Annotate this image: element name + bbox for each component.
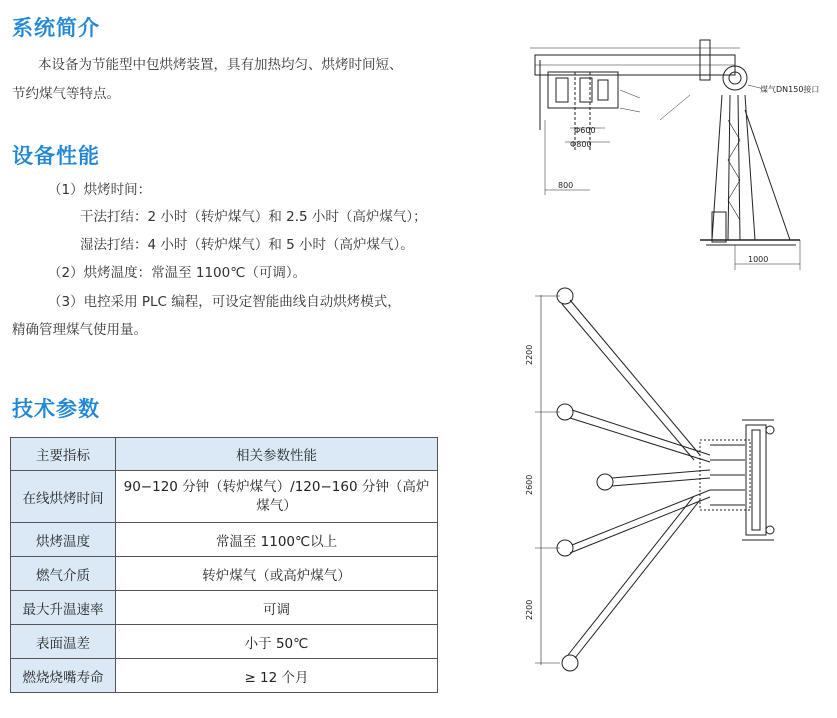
table-header-cell: 主要指标 [11, 438, 116, 471]
table-header-cell: 相关参数性能 [116, 438, 438, 471]
dim-2200-lower: 2200 [525, 599, 534, 620]
perf-item-1: （1）烘烤时间： [48, 182, 152, 198]
spec-value: ≥ 12 个月 [116, 659, 438, 693]
spec-value: 转炉煤气（或高炉煤气） [116, 557, 438, 591]
dim-d800: Φ800 [570, 140, 592, 149]
intro-line-2: 节约煤气等特点。 [12, 86, 120, 102]
spec-key: 燃烧烧嘴寿命 [11, 659, 116, 693]
dim-2200-upper: 2200 [525, 344, 534, 365]
section-title-specs: 技术参数 [12, 397, 100, 421]
perf-item-2: （2）烘烤温度：常温至 1100℃（可调）。 [48, 265, 307, 281]
section-title-intro: 系统简介 [12, 16, 100, 40]
pipe-label: 煤气DN150接口 [760, 85, 820, 94]
perf-item-1a: 干法打结：2 小时（转炉煤气）和 2.5 小时（高炉煤气）； [80, 209, 427, 225]
dim-2600: 2600 [525, 474, 534, 495]
intro-line-1: 本设备为节能型中包烘烤装置，具有加热均匀、烘烤时间短、 [38, 57, 403, 73]
dim-800: 800 [558, 181, 574, 190]
spec-key: 燃气介质 [11, 557, 116, 591]
spec-key: 在线烘烤时间 [11, 471, 116, 523]
side-elevation-drawing [530, 40, 800, 270]
spec-key: 最大升温速率 [11, 591, 116, 625]
spec-key: 表面温差 [11, 625, 116, 659]
perf-item-3-cont: 精确管理煤气使用量。 [12, 322, 147, 338]
spec-value: 90−120 分钟（转炉煤气）/120−160 分钟（高炉煤气） [116, 471, 438, 523]
spec-value: 可调 [116, 591, 438, 625]
spec-value: 常温至 1100℃以上 [116, 523, 438, 557]
section-title-performance: 设备性能 [12, 144, 100, 168]
dim-1000: 1000 [748, 255, 769, 264]
dim-d600: Φ600 [574, 126, 596, 135]
plan-view-drawing [535, 288, 774, 671]
perf-item-3: （3）电控采用 PLC 编程，可设定智能曲线自动烘烤模式， [48, 294, 401, 310]
spec-value: 小于 50℃ [116, 625, 438, 659]
perf-item-1b: 湿法打结：4 小时（转炉煤气）和 5 小时（高炉煤气）。 [80, 237, 414, 253]
spec-key: 烘烤温度 [11, 523, 116, 557]
